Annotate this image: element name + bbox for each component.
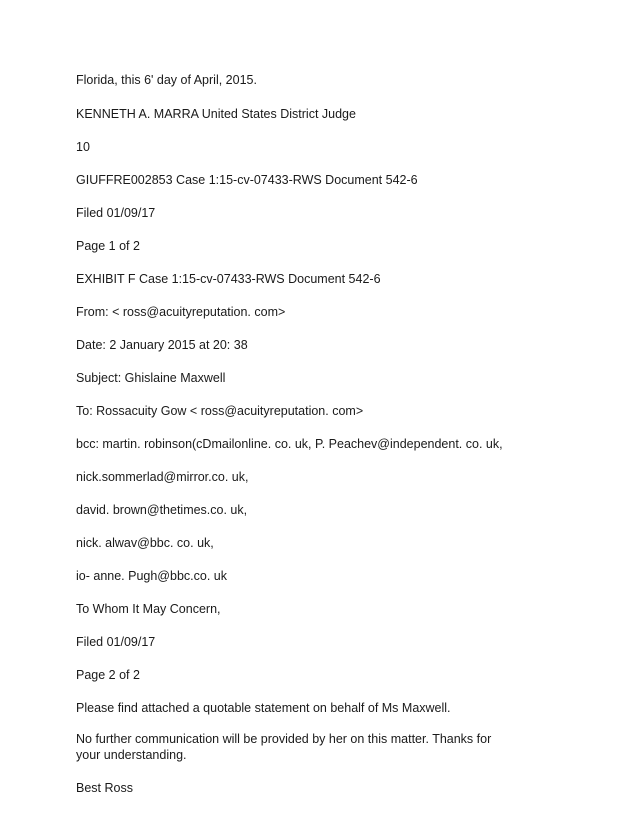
page-number: 10 <box>76 140 90 154</box>
filed-line-2: Filed 01/09/17 <box>76 635 156 649</box>
judge-line: KENNETH A. MARRA United States District Judge <box>76 107 356 121</box>
bcc-recipient: nick.sommerlad@mirror.co. uk, <box>76 470 249 484</box>
signature: Best Ross <box>76 781 133 795</box>
email-from: From: < ross@acuityreputation. com> <box>76 305 286 319</box>
bcc-recipient: io- anne. Pugh@bbc.co. uk <box>76 569 227 583</box>
bcc-recipient: david. brown@thetimes.co. uk, <box>76 503 248 517</box>
body-paragraph-1: Please find attached a quotable statement on behalf of Ms Maxwell. <box>76 701 451 715</box>
email-date: Date: 2 January 2015 at 20: 38 <box>76 338 248 352</box>
body-paragraph-2: No further communication will be provided by her on this matter. Thanks for your understanding. <box>76 732 492 762</box>
email-subject: Subject: Ghislaine Maxwell <box>76 371 226 385</box>
date-line: Florida, this 6' day of April, 2015. <box>76 73 257 87</box>
email-to: To: Rossacuity Gow < ross@acuityreputation. com> <box>76 404 364 418</box>
case-header-1: GIUFFRE002853 Case 1:15-cv-07433-RWS Document 542-6 <box>76 173 418 187</box>
email-bcc: bcc: martin. robinson(cDmailonline. co. uk, P. Peachev@independent. co. uk, <box>76 437 503 451</box>
exhibit-header: EXHIBIT F Case 1:15-cv-07433-RWS Document 542-6 <box>76 272 381 286</box>
page-count-1: Page 1 of 2 <box>76 239 140 253</box>
bcc-recipient: nick. alwav@bbc. co. uk, <box>76 536 214 550</box>
salutation: To Whom It May Concern, <box>76 602 221 616</box>
page-count-2: Page 2 of 2 <box>76 668 140 682</box>
filed-line-1: Filed 01/09/17 <box>76 206 156 220</box>
